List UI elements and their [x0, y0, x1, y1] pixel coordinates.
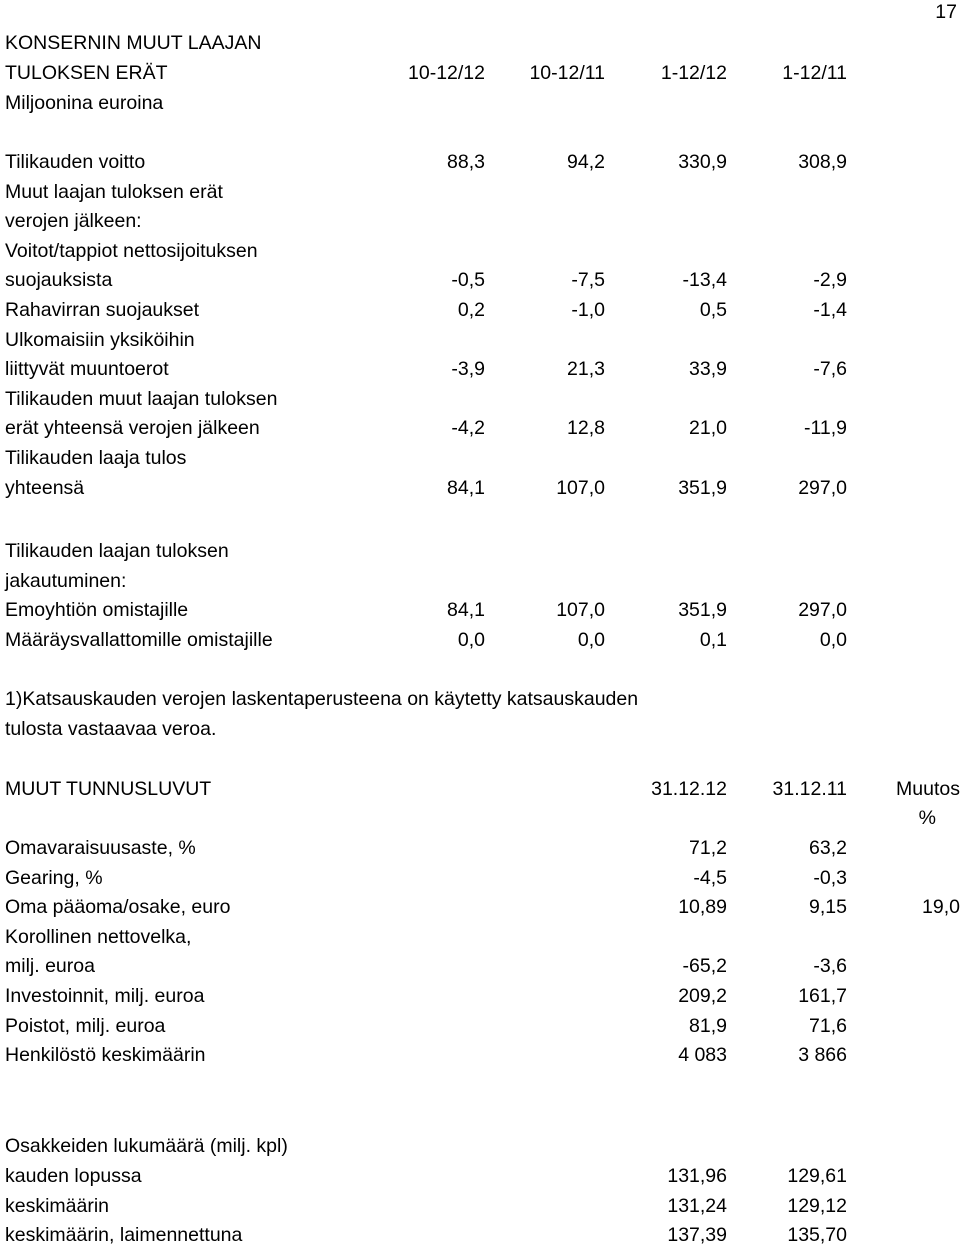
row-label: Tilikauden muut laajan tuloksen — [5, 387, 278, 410]
row-label: Omavaraisuusaste, % — [5, 837, 196, 859]
column-header: % — [918, 807, 936, 829]
cell-value: 129,12 — [787, 1194, 847, 1217]
cell-change — [860, 954, 960, 978]
cell-value: 209,2 — [678, 985, 727, 1007]
cell-value: 351,9 — [678, 599, 727, 621]
row-label: Henkilöstö keskimäärin — [5, 1044, 206, 1067]
cell-value: 84,1 — [447, 476, 485, 499]
section-title: KONSERNIN MUUT LAAJAN — [5, 32, 262, 54]
cell-value: 0,0 — [457, 628, 485, 651]
cell-value: 21,0 — [689, 417, 727, 440]
column-header: Muutos — [896, 778, 960, 800]
footnote-text: 1)Katsauskauden verojen laskentaperusteena on käytetty katsauskauden — [5, 688, 639, 710]
cell-value: 0,2 — [457, 299, 485, 321]
cell-value: -4,2 — [451, 417, 485, 440]
section-heading: jakautuminen: — [5, 570, 127, 592]
column-header: 31.12.11 — [772, 778, 847, 800]
cell-value: 330,9 — [678, 151, 727, 173]
row-label: Emoyhtiön omistajille — [5, 599, 189, 621]
row-label: Tilikauden voitto — [5, 151, 146, 173]
cell-value: -7,5 — [571, 269, 605, 292]
cell-value: 3 866 — [798, 1044, 847, 1067]
cell-value: 21,3 — [567, 358, 605, 381]
row-label: Voitot/tappiot nettosijoituksen — [5, 239, 258, 262]
cell-change — [860, 866, 960, 890]
cell-value: 71,2 — [689, 837, 727, 859]
section-title: TULOKSEN ERÄT — [5, 62, 168, 84]
row-label: liittyvät muuntoerot — [5, 358, 169, 381]
column-header: 1-12/11 — [782, 62, 847, 84]
column-header: 10-12/12 — [408, 62, 485, 84]
cell-value: 351,9 — [678, 476, 727, 499]
cell-change — [860, 836, 960, 860]
cell-value: 129,61 — [787, 1165, 847, 1187]
cell-value: 137,39 — [667, 1224, 727, 1247]
cell-value: -13,4 — [682, 269, 727, 292]
section-title: Osakkeiden lukumäärä (milj. kpl) — [5, 1135, 288, 1157]
column-header: 10-12/11 — [529, 62, 605, 84]
row-label: Investoinnit, milj. euroa — [5, 985, 205, 1007]
cell-value: 63,2 — [809, 837, 847, 859]
cell-value: 107,0 — [556, 599, 605, 621]
cell-value: 0,0 — [819, 628, 847, 651]
row-label: keskimäärin — [5, 1194, 110, 1217]
cell-value: 4 083 — [678, 1044, 727, 1067]
cell-change — [860, 984, 960, 1008]
cell-value: -0,3 — [813, 866, 847, 889]
cell-value: 297,0 — [798, 476, 847, 499]
row-label: Ulkomaisiin yksiköihin — [5, 328, 195, 351]
row-label: Poistot, milj. euroa — [5, 1014, 166, 1037]
cell-value: 131,24 — [667, 1194, 727, 1217]
cell-value: -1,4 — [813, 299, 847, 321]
cell-value: 12,8 — [567, 417, 605, 440]
row-label: verojen jälkeen: — [5, 210, 142, 233]
column-header: 1-12/12 — [660, 62, 727, 84]
cell-value: -7,6 — [813, 358, 847, 381]
cell-value: -3,9 — [451, 358, 485, 381]
cell-value — [485, 209, 605, 233]
row-label: keskimäärin, laimennettuna — [5, 1224, 243, 1247]
row-label: suojauksista — [5, 269, 113, 292]
cell-value: 10,89 — [678, 896, 727, 919]
row-label: erät yhteensä verojen jälkeen — [5, 417, 260, 440]
page-number: 17 — [935, 1, 957, 23]
cell-value: 0,0 — [577, 628, 605, 651]
cell-value: -4,5 — [693, 866, 727, 889]
cell-value: 88,3 — [447, 151, 485, 173]
cell-change — [860, 1043, 960, 1067]
cell-value — [727, 209, 847, 233]
cell-value: 84,1 — [447, 599, 485, 621]
cell-value: -0,5 — [451, 269, 485, 292]
cell-value: 107,0 — [556, 476, 605, 499]
row-label: Korollinen nettovelka, — [5, 925, 192, 948]
cell-value — [360, 209, 485, 233]
row-label: kauden lopussa — [5, 1165, 142, 1187]
row-label: Gearing, % — [5, 866, 103, 889]
row-label: Tilikauden laaja tulos — [5, 447, 187, 469]
cell-value: -11,9 — [804, 417, 847, 440]
cell-value: 0,5 — [699, 299, 727, 321]
row-label: milj. euroa — [5, 955, 95, 978]
row-label: Määräysvallattomille omistajille — [5, 628, 273, 651]
row-label: Muut laajan tuloksen erät — [5, 180, 223, 203]
cell-value: -2,9 — [813, 269, 847, 292]
column-header: 31.12.12 — [651, 778, 727, 800]
row-label: Rahavirran suojaukset — [5, 299, 200, 321]
cell-value: 81,9 — [689, 1014, 727, 1037]
cell-value: 161,7 — [798, 985, 847, 1007]
cell-value: 0,1 — [699, 628, 727, 651]
cell-value: 33,9 — [689, 358, 727, 381]
cell-value: -1,0 — [571, 299, 605, 321]
cell-value: 71,6 — [809, 1014, 847, 1037]
cell-value: 297,0 — [798, 599, 847, 621]
cell-value: 94,2 — [567, 151, 605, 173]
row-label: Oma pääoma/osake, euro — [5, 896, 231, 919]
cell-change — [860, 1014, 960, 1038]
cell-value — [605, 209, 727, 233]
cell-value: 135,70 — [787, 1224, 847, 1247]
cell-value: 9,15 — [809, 896, 847, 919]
unit-label: Miljoonina euroina — [5, 92, 164, 114]
cell-value: 308,9 — [798, 151, 847, 173]
section-heading: Tilikauden laajan tuloksen — [5, 540, 229, 562]
row-label: yhteensä — [5, 476, 85, 499]
cell-value: -65,2 — [682, 955, 727, 978]
cell-value: 131,96 — [667, 1165, 727, 1187]
footnote-text: tulosta vastaavaa veroa. — [5, 718, 217, 740]
section-title: MUUT TUNNUSLUVUT — [5, 778, 212, 800]
cell-change: 19,0 — [922, 896, 960, 919]
cell-value: -3,6 — [813, 955, 847, 978]
